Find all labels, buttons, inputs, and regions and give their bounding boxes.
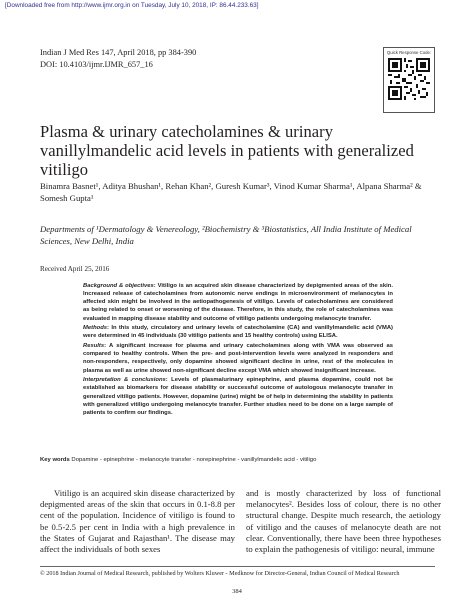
abstract-methods-label: Methods: [83, 325, 108, 332]
received-date: Received April 25, 2016: [40, 265, 110, 273]
qr-code-icon: [388, 58, 430, 100]
author-affiliation: Departments of ¹Dermatology & Venereology, ²Biochemistry & ³Biostatistics, All India Institute of Medical Sciences, New Delhi, India: [40, 224, 412, 246]
abstract-background: [83, 282, 393, 323]
journal-citation: Indian J Med Res 147, April 2018, pp 384-390: [40, 48, 197, 57]
abstract: [83, 282, 393, 419]
abstract-methods: [83, 324, 393, 340]
journal-doi: DOI: 10.4103/ijmr.IJMR_657_16: [40, 59, 153, 69]
abstract-results-text: : A significant increase for plasma and urinary catecholamines along with VMA was observed as compared to healthy controls. When the pre- and post-intervention levels were analyzed in responders and non-responders, respectively, only dopamine showed significant decline in urine, rest of the molecules in plasma as well as urine showed non-significant decline except VMA which showed insignificant increase.: [83, 343, 393, 374]
abstract-background-label: Background & objectives: [83, 283, 154, 289]
keywords-label: Key words: [40, 457, 70, 463]
page-number: 384: [232, 588, 242, 595]
footer-divider: [40, 566, 435, 567]
abstract-methods-text: : In this study, circulatory and urinary levels of catecholamine (CA) and vanillylmandelic acid (VMA) were determined in 45 individuals (30 vitiligo patients and 15 healthy controls) using ELISA.: [83, 325, 393, 340]
abstract-results-label: Results: [83, 343, 105, 350]
abstract-background-text: : Vitiligo is an acquired skin disease characterized by depigmented areas of the skin. Increased release of catecholamines from autonomic nerve endings in microenvironment of melanocytes in affected skin might be involved in the aetiopathogenesis of vitiligo. Levels of catecholamines are considered as being related to onset or worsening of the disease. Therefore, in this study, the role of catecholamines was evaluated in mapping disease stability and outcome of vitiligo patients undergoing melanocyte transfer.: [83, 283, 393, 322]
body-column-left: [40, 488, 235, 555]
keywords: [40, 457, 440, 463]
qr-label: Quick Response Code:: [386, 50, 432, 55]
article-title: Plasma & urinary catecholamines & urinary vanillylmandelic acid levels in patients with generalized vitiligo: [40, 122, 414, 179]
abstract-conclusion-text: : Levels of plasma/urinary epinephrine, and plasma dopamine, could not be established as biomarkers for disease stability or successful outcome of autologous melanocyte transfer in generalized vitiligo patients. However, dopamine (urine) might be of help in determining the stability in patients with generalized vitiligo undergoing melanocyte transfer. Further studies need to be done on a large sample of patients to confirm our findings.: [83, 377, 393, 416]
keywords-text: Dopamine - epinephrine - melanocyte transfer - norepinephrine - vanillylmandelic acid - vitiligo: [69, 457, 317, 463]
journal-info: [40, 47, 196, 70]
author-list: Binamra Basnet¹, Aditya Bhushan¹, Rehan Khan², Guresh Kumar³, Vinod Kumar Sharma¹, Alpana Sharma² & Somesh Gupta¹: [40, 181, 422, 203]
abstract-results: [83, 342, 393, 375]
abstract-conclusion: [83, 376, 393, 417]
body-column-right: [246, 488, 441, 555]
body-left-text: Vitiligo is an acquired skin disease characterized by depigmented areas of the skin that occurs in 0.1-8.8 per cent of the population. Incidence of vitiligo is found to be 0.5-2.5 per cent in India with a high prevalence in the States of Gujarat and Rajasthan¹. The disease may affect the individuals of both sexes: [40, 488, 235, 555]
copyright-notice: © 2018 Indian Journal of Medical Research, published by Wolters Kluwer - Medknow for Director-General, Indian Council of Medical Research: [40, 570, 400, 577]
abstract-conclusion-label: Interpretation & conclusions: [83, 377, 166, 384]
quick-response-code-box: [383, 47, 435, 113]
download-banner: [Downloaded free from http://www.ijmr.org.in on Tuesday, July 10, 2018, IP: 86.44.233.63]: [5, 2, 259, 9]
body-right-text: and is mostly characterized by loss of functional melanocytes². Besides loss of colour, there is no other structural change. Despite much research, the aetiology of vitiligo and the causes of melanocyte death are not clear. Conventionally, there have been three hypotheses to explain the pathogenesis of vitiligo: neural, immune: [246, 488, 441, 555]
